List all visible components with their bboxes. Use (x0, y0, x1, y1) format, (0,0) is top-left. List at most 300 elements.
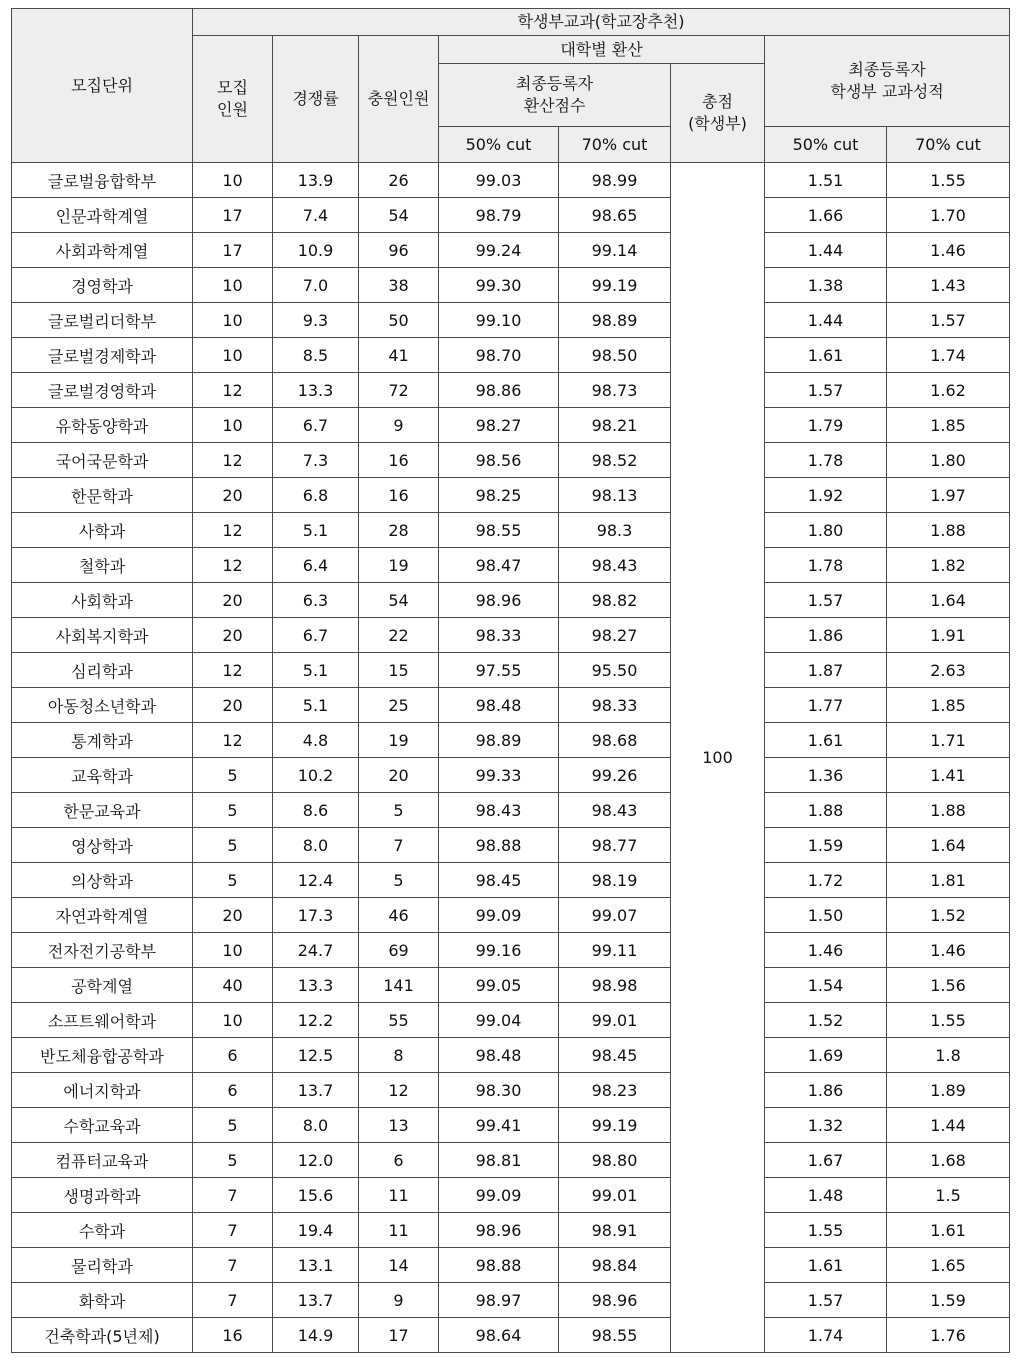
cell-grade-cut70: 1.55 (887, 163, 1010, 198)
header-group: 학생부교과(학교장추천) (193, 9, 1010, 36)
cell-competition: 13.7 (273, 1283, 359, 1318)
cell-grade-cut50: 1.69 (765, 1038, 887, 1073)
cell-waitlist: 20 (359, 758, 439, 793)
header-final-converted-line2: 환산점수 (523, 96, 586, 115)
cell-score-cut70: 98.91 (559, 1213, 671, 1248)
cell-grade-cut70: 1.68 (887, 1143, 1010, 1178)
cell-waitlist: 5 (359, 793, 439, 828)
cell-competition: 12.5 (273, 1038, 359, 1073)
header-quota-line2: 인원 (217, 100, 248, 119)
cell-score-cut50: 98.55 (439, 513, 559, 548)
cell-score-cut50: 97.55 (439, 653, 559, 688)
cell-waitlist: 5 (359, 863, 439, 898)
cell-unit: 아동청소년학과 (12, 688, 193, 723)
cell-quota: 10 (193, 303, 273, 338)
cell-score-cut70: 98.55 (559, 1318, 671, 1353)
cell-quota: 10 (193, 933, 273, 968)
cell-waitlist: 54 (359, 198, 439, 233)
cell-unit: 철학과 (12, 548, 193, 583)
cell-competition: 15.6 (273, 1178, 359, 1213)
cell-grade-cut70: 1.52 (887, 898, 1010, 933)
cell-grade-cut50: 1.72 (765, 863, 887, 898)
cell-grade-cut50: 1.52 (765, 1003, 887, 1038)
cell-quota: 10 (193, 338, 273, 373)
cell-score-cut70: 98.96 (559, 1283, 671, 1318)
cell-quota: 20 (193, 478, 273, 513)
header-final-grade (765, 36, 1010, 127)
cell-grade-cut50: 1.57 (765, 373, 887, 408)
cell-score-cut70: 95.50 (559, 653, 671, 688)
cell-competition: 13.3 (273, 968, 359, 1003)
cell-score-cut70: 99.19 (559, 1108, 671, 1143)
table-row (12, 723, 1010, 758)
cell-quota: 40 (193, 968, 273, 1003)
cell-score-cut70: 98.77 (559, 828, 671, 863)
cell-score-cut50: 99.04 (439, 1003, 559, 1038)
cell-grade-cut70: 1.76 (887, 1318, 1010, 1353)
cell-grade-cut70: 1.55 (887, 1003, 1010, 1038)
cell-competition: 5.1 (273, 513, 359, 548)
cell-competition: 9.3 (273, 303, 359, 338)
cell-grade-cut70: 1.46 (887, 233, 1010, 268)
cell-waitlist: 25 (359, 688, 439, 723)
cell-waitlist: 14 (359, 1248, 439, 1283)
cell-grade-cut70: 1.71 (887, 723, 1010, 758)
cell-waitlist: 17 (359, 1318, 439, 1353)
cell-score-cut70: 98.19 (559, 863, 671, 898)
cell-unit: 자연과학계열 (12, 898, 193, 933)
cell-grade-cut50: 1.59 (765, 828, 887, 863)
cell-grade-cut70: 1.5 (887, 1178, 1010, 1213)
table-row (12, 1038, 1010, 1073)
cell-score-cut70: 98.43 (559, 548, 671, 583)
table-row (12, 233, 1010, 268)
cell-score-cut50: 98.47 (439, 548, 559, 583)
cell-quota: 10 (193, 1003, 273, 1038)
cell-grade-cut70: 1.43 (887, 268, 1010, 303)
cell-score-cut70: 98.80 (559, 1143, 671, 1178)
cell-unit: 심리학과 (12, 653, 193, 688)
cell-quota: 20 (193, 688, 273, 723)
cell-unit: 글로벌경제학과 (12, 338, 193, 373)
cell-waitlist: 50 (359, 303, 439, 338)
cell-score-cut70: 98.21 (559, 408, 671, 443)
table-row (12, 1248, 1010, 1283)
cell-unit: 컴퓨터교육과 (12, 1143, 193, 1178)
table-row (12, 373, 1010, 408)
cell-quota: 12 (193, 723, 273, 758)
table-row (12, 793, 1010, 828)
cell-score-cut50: 99.09 (439, 1178, 559, 1213)
cell-competition: 12.2 (273, 1003, 359, 1038)
cell-waitlist: 72 (359, 373, 439, 408)
cell-grade-cut50: 1.88 (765, 793, 887, 828)
header-final-converted-line1: 최종등록자 (515, 74, 594, 93)
cell-score-cut70: 98.89 (559, 303, 671, 338)
cell-competition: 13.9 (273, 163, 359, 198)
cell-grade-cut50: 1.57 (765, 583, 887, 618)
cell-competition: 8.0 (273, 1108, 359, 1143)
cell-score-cut70: 98.98 (559, 968, 671, 1003)
cell-score-cut70: 98.33 (559, 688, 671, 723)
cell-grade-cut50: 1.32 (765, 1108, 887, 1143)
header-total-line2: (학생부) (688, 114, 747, 133)
cell-grade-cut70: 1.41 (887, 758, 1010, 793)
cell-competition: 8.6 (273, 793, 359, 828)
cell-waitlist: 19 (359, 723, 439, 758)
table-row (12, 268, 1010, 303)
cell-score-cut70: 98.27 (559, 618, 671, 653)
cell-competition: 10.2 (273, 758, 359, 793)
cell-waitlist: 11 (359, 1178, 439, 1213)
cell-unit: 글로벌융합학부 (12, 163, 193, 198)
cell-unit: 건축학과(5년제) (12, 1318, 193, 1353)
cell-unit: 반도체융합공학과 (12, 1038, 193, 1073)
cell-grade-cut70: 1.61 (887, 1213, 1010, 1248)
table-header (12, 9, 1010, 163)
cell-grade-cut70: 1.44 (887, 1108, 1010, 1143)
cell-unit: 소프트웨어학과 (12, 1003, 193, 1038)
cell-grade-cut50: 1.67 (765, 1143, 887, 1178)
cell-quota: 6 (193, 1038, 273, 1073)
cell-grade-cut70: 1.64 (887, 583, 1010, 618)
header-final-grade-line2: 학생부 교과성적 (830, 82, 944, 101)
cell-score-cut70: 98.3 (559, 513, 671, 548)
cell-score-cut50: 98.96 (439, 1213, 559, 1248)
cell-waitlist: 26 (359, 163, 439, 198)
cell-unit: 사회학과 (12, 583, 193, 618)
table-row (12, 1213, 1010, 1248)
header-competition: 경쟁률 (273, 36, 359, 163)
cell-grade-cut70: 1.97 (887, 478, 1010, 513)
cell-waitlist: 22 (359, 618, 439, 653)
header-quota (193, 36, 273, 163)
table-row (12, 828, 1010, 863)
cell-score-cut70: 99.14 (559, 233, 671, 268)
header-score-cut50: 50% cut (439, 127, 559, 163)
cell-score-cut70: 99.19 (559, 268, 671, 303)
cell-grade-cut50: 1.86 (765, 618, 887, 653)
cell-grade-cut70: 1.91 (887, 618, 1010, 653)
cell-competition: 6.8 (273, 478, 359, 513)
cell-score-cut50: 99.24 (439, 233, 559, 268)
cell-grade-cut70: 1.85 (887, 408, 1010, 443)
cell-quota: 7 (193, 1213, 273, 1248)
table-row (12, 933, 1010, 968)
cell-score-cut70: 99.11 (559, 933, 671, 968)
cell-score-cut70: 99.07 (559, 898, 671, 933)
cell-waitlist: 7 (359, 828, 439, 863)
cell-waitlist: 69 (359, 933, 439, 968)
cell-score-cut70: 98.84 (559, 1248, 671, 1283)
cell-unit: 물리학과 (12, 1248, 193, 1283)
cell-grade-cut50: 1.57 (765, 1283, 887, 1318)
cell-waitlist: 11 (359, 1213, 439, 1248)
cell-grade-cut50: 1.74 (765, 1318, 887, 1353)
header-waitlist: 충원인원 (359, 36, 439, 163)
cell-unit: 경영학과 (12, 268, 193, 303)
cell-quota: 16 (193, 1318, 273, 1353)
cell-quota: 5 (193, 828, 273, 863)
table-row (12, 968, 1010, 1003)
cell-score-cut50: 98.89 (439, 723, 559, 758)
cell-grade-cut50: 1.66 (765, 198, 887, 233)
cell-competition: 13.3 (273, 373, 359, 408)
cell-quota: 5 (193, 793, 273, 828)
cell-unit: 전자전기공학부 (12, 933, 193, 968)
cell-competition: 7.3 (273, 443, 359, 478)
table-row (12, 1178, 1010, 1213)
cell-competition: 24.7 (273, 933, 359, 968)
cell-quota: 7 (193, 1248, 273, 1283)
cell-competition: 19.4 (273, 1213, 359, 1248)
cell-unit: 한문교육과 (12, 793, 193, 828)
cell-unit: 사학과 (12, 513, 193, 548)
cell-waitlist: 28 (359, 513, 439, 548)
table-row (12, 338, 1010, 373)
cell-score-cut50: 98.88 (439, 1248, 559, 1283)
table-row (12, 1073, 1010, 1108)
table-row (12, 478, 1010, 513)
cell-grade-cut70: 1.8 (887, 1038, 1010, 1073)
cell-quota: 12 (193, 373, 273, 408)
cell-quota: 12 (193, 513, 273, 548)
cell-score-cut70: 99.01 (559, 1178, 671, 1213)
cell-waitlist: 19 (359, 548, 439, 583)
cell-grade-cut50: 1.78 (765, 443, 887, 478)
cell-grade-cut70: 1.57 (887, 303, 1010, 338)
cell-waitlist: 96 (359, 233, 439, 268)
cell-competition: 5.1 (273, 653, 359, 688)
header-total-line1: 총점 (702, 92, 733, 111)
cell-score-cut50: 98.86 (439, 373, 559, 408)
cell-score-cut70: 98.82 (559, 583, 671, 618)
cell-competition: 6.3 (273, 583, 359, 618)
cell-waitlist: 9 (359, 408, 439, 443)
cell-unit: 사회복지학과 (12, 618, 193, 653)
cell-grade-cut70: 1.81 (887, 863, 1010, 898)
cell-competition: 7.4 (273, 198, 359, 233)
cell-grade-cut70: 1.46 (887, 933, 1010, 968)
cell-score-cut50: 98.48 (439, 1038, 559, 1073)
cell-score-cut70: 98.23 (559, 1073, 671, 1108)
cell-grade-cut50: 1.61 (765, 338, 887, 373)
header-grade-cut70: 70% cut (887, 127, 1010, 163)
cell-grade-cut50: 1.50 (765, 898, 887, 933)
cell-score-cut70: 98.50 (559, 338, 671, 373)
cell-quota: 17 (193, 198, 273, 233)
cell-grade-cut50: 1.36 (765, 758, 887, 793)
cell-waitlist: 16 (359, 443, 439, 478)
cell-quota: 10 (193, 268, 273, 303)
cell-score-cut70: 98.52 (559, 443, 671, 478)
cell-score-cut50: 98.81 (439, 1143, 559, 1178)
table-body (12, 163, 1010, 1353)
cell-quota: 20 (193, 583, 273, 618)
cell-grade-cut70: 1.56 (887, 968, 1010, 1003)
cell-grade-cut70: 1.74 (887, 338, 1010, 373)
cell-score-cut50: 99.33 (439, 758, 559, 793)
cell-total-score: 100 (671, 163, 765, 1353)
cell-competition: 8.0 (273, 828, 359, 863)
cell-score-cut50: 98.56 (439, 443, 559, 478)
cell-score-cut50: 98.97 (439, 1283, 559, 1318)
cell-grade-cut70: 1.88 (887, 513, 1010, 548)
cell-score-cut50: 98.45 (439, 863, 559, 898)
cell-waitlist: 8 (359, 1038, 439, 1073)
cell-competition: 17.3 (273, 898, 359, 933)
cell-grade-cut50: 1.86 (765, 1073, 887, 1108)
cell-score-cut70: 99.01 (559, 1003, 671, 1038)
cell-waitlist: 9 (359, 1283, 439, 1318)
table-row (12, 583, 1010, 618)
table-row (12, 1003, 1010, 1038)
table-row (12, 163, 1010, 198)
cell-unit: 글로벌경영학과 (12, 373, 193, 408)
cell-score-cut70: 98.68 (559, 723, 671, 758)
cell-score-cut50: 98.64 (439, 1318, 559, 1353)
cell-quota: 7 (193, 1178, 273, 1213)
cell-quota: 17 (193, 233, 273, 268)
cell-grade-cut50: 1.80 (765, 513, 887, 548)
cell-grade-cut70: 1.64 (887, 828, 1010, 863)
cell-grade-cut70: 1.65 (887, 1248, 1010, 1283)
table-row (12, 1108, 1010, 1143)
cell-competition: 8.5 (273, 338, 359, 373)
cell-unit: 의상학과 (12, 863, 193, 898)
cell-unit: 에너지학과 (12, 1073, 193, 1108)
cell-grade-cut70: 1.88 (887, 793, 1010, 828)
cell-score-cut70: 98.65 (559, 198, 671, 233)
cell-competition: 7.0 (273, 268, 359, 303)
table-row (12, 1318, 1010, 1353)
cell-grade-cut50: 1.79 (765, 408, 887, 443)
cell-waitlist: 15 (359, 653, 439, 688)
header-grade-cut50: 50% cut (765, 127, 887, 163)
cell-score-cut70: 98.13 (559, 478, 671, 513)
cell-score-cut50: 99.16 (439, 933, 559, 968)
cell-score-cut50: 98.96 (439, 583, 559, 618)
cell-unit: 공학계열 (12, 968, 193, 1003)
cell-score-cut50: 99.41 (439, 1108, 559, 1143)
cell-grade-cut50: 1.61 (765, 723, 887, 758)
header-total (671, 64, 765, 163)
cell-competition: 14.9 (273, 1318, 359, 1353)
cell-quota: 10 (193, 163, 273, 198)
cell-score-cut70: 98.43 (559, 793, 671, 828)
cell-quota: 12 (193, 443, 273, 478)
cell-grade-cut70: 1.70 (887, 198, 1010, 233)
cell-score-cut50: 99.09 (439, 898, 559, 933)
table-row (12, 863, 1010, 898)
cell-grade-cut70: 1.62 (887, 373, 1010, 408)
cell-quota: 5 (193, 758, 273, 793)
cell-score-cut50: 98.33 (439, 618, 559, 653)
cell-unit: 한문학과 (12, 478, 193, 513)
cell-unit: 통계학과 (12, 723, 193, 758)
cell-unit: 글로벌리더학부 (12, 303, 193, 338)
cell-score-cut70: 98.45 (559, 1038, 671, 1073)
cell-unit: 생명과학과 (12, 1178, 193, 1213)
cell-waitlist: 141 (359, 968, 439, 1003)
cell-grade-cut70: 1.89 (887, 1073, 1010, 1108)
cell-score-cut70: 99.26 (559, 758, 671, 793)
cell-score-cut50: 98.79 (439, 198, 559, 233)
header-quota-line1: 모집 (217, 78, 248, 97)
cell-grade-cut50: 1.87 (765, 653, 887, 688)
cell-grade-cut70: 1.85 (887, 688, 1010, 723)
cell-competition: 10.9 (273, 233, 359, 268)
cell-quota: 10 (193, 408, 273, 443)
cell-grade-cut50: 1.48 (765, 1178, 887, 1213)
cell-unit: 유학동양학과 (12, 408, 193, 443)
table-row (12, 1143, 1010, 1178)
cell-unit: 인문과학계열 (12, 198, 193, 233)
cell-score-cut50: 98.70 (439, 338, 559, 373)
cell-unit: 영상학과 (12, 828, 193, 863)
cell-score-cut50: 98.30 (439, 1073, 559, 1108)
cell-unit: 교육학과 (12, 758, 193, 793)
cell-grade-cut50: 1.55 (765, 1213, 887, 1248)
cell-grade-cut50: 1.92 (765, 478, 887, 513)
cell-waitlist: 46 (359, 898, 439, 933)
cell-grade-cut50: 1.61 (765, 1248, 887, 1283)
cell-quota: 5 (193, 863, 273, 898)
header-final-grade-line1: 최종등록자 (848, 60, 926, 79)
cell-grade-cut70: 1.80 (887, 443, 1010, 478)
table-row (12, 688, 1010, 723)
table-row (12, 198, 1010, 233)
cell-waitlist: 38 (359, 268, 439, 303)
cell-waitlist: 12 (359, 1073, 439, 1108)
table-row (12, 758, 1010, 793)
table-row (12, 898, 1010, 933)
cell-quota: 12 (193, 653, 273, 688)
cell-score-cut50: 99.03 (439, 163, 559, 198)
cell-grade-cut50: 1.51 (765, 163, 887, 198)
cell-waitlist: 54 (359, 583, 439, 618)
cell-score-cut50: 99.30 (439, 268, 559, 303)
cell-waitlist: 16 (359, 478, 439, 513)
cell-waitlist: 13 (359, 1108, 439, 1143)
cell-competition: 6.4 (273, 548, 359, 583)
header-unit: 모집단위 (12, 9, 193, 163)
table-row (12, 653, 1010, 688)
cell-grade-cut50: 1.78 (765, 548, 887, 583)
table-row (12, 303, 1010, 338)
header-score-cut70: 70% cut (559, 127, 671, 163)
cell-quota: 7 (193, 1283, 273, 1318)
cell-quota: 20 (193, 898, 273, 933)
cell-grade-cut70: 1.82 (887, 548, 1010, 583)
cell-competition: 5.1 (273, 688, 359, 723)
cell-grade-cut70: 1.59 (887, 1283, 1010, 1318)
cell-score-cut50: 98.43 (439, 793, 559, 828)
cell-competition: 13.7 (273, 1073, 359, 1108)
cell-grade-cut50: 1.38 (765, 268, 887, 303)
cell-score-cut70: 98.73 (559, 373, 671, 408)
cell-unit: 국어국문학과 (12, 443, 193, 478)
cell-unit: 수학과 (12, 1213, 193, 1248)
header-conversion: 대학별 환산 (439, 36, 765, 64)
cell-competition: 6.7 (273, 618, 359, 653)
cell-grade-cut70: 2.63 (887, 653, 1010, 688)
table-row (12, 408, 1010, 443)
cell-waitlist: 41 (359, 338, 439, 373)
cell-grade-cut50: 1.54 (765, 968, 887, 1003)
cell-competition: 13.1 (273, 1248, 359, 1283)
cell-quota: 6 (193, 1073, 273, 1108)
